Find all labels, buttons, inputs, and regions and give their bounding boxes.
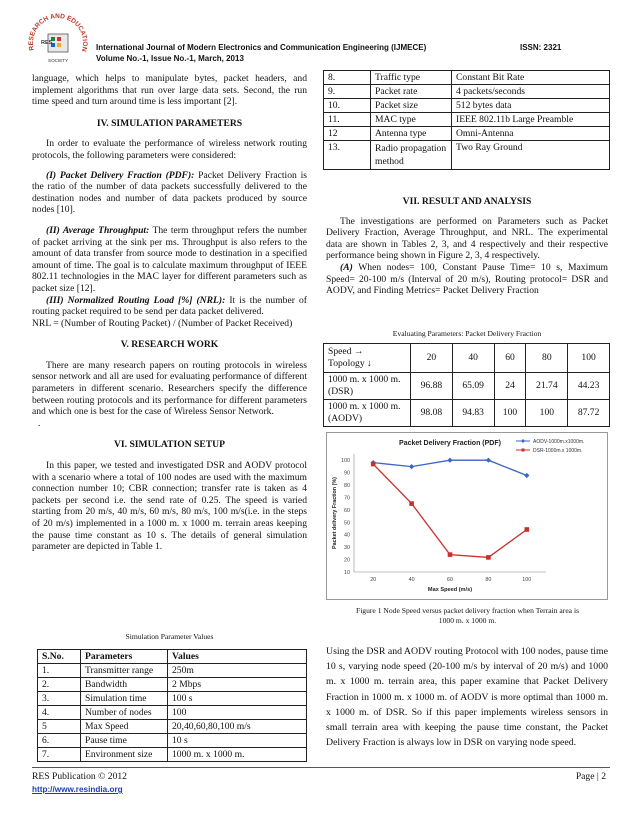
pdf-value: 100 xyxy=(526,400,568,427)
pdf-value: 65.09 xyxy=(452,373,494,400)
left-column xyxy=(32,73,307,553)
sim-table-part-2 xyxy=(323,70,610,170)
throughput-label: (II) Average Throughput: xyxy=(46,224,150,236)
figure-caption: Figure 1 Node Speed versus packet delivery fraction when Terrain area is 1000 m. x 1000 m. xyxy=(355,606,580,625)
throughput-definition xyxy=(32,225,307,295)
sim-table-cell: 250m xyxy=(168,664,307,678)
nrl-formula: NRL = (Number of Routing Packet) / (Number of Packet Received) xyxy=(32,317,293,329)
eval-row-aodv xyxy=(324,400,610,427)
logo-res: RES xyxy=(41,40,53,46)
sim-table-cell: IEEE 802.11b Large Preamble xyxy=(452,113,610,127)
section-6-paragraph: In this paper, we tested and investigated DSR and AODV protocol with a scenario where a total of 100 nodes are used with the maximum connection number 10; CBR connection; transfer rate is taken as 4 packets per second i.e. the send rate of 0.25. The speed is varied starting from 20 m/s, 40 m/s, 60 m/s, 80 m/s, 100 m/s(i.e. in the steps of 20 m/s) implemented in a 1000 m. x 1000 m. terrain areas keeping the pause time constant as 10 s. The details of general simulation parameter are depicted in Table 1. xyxy=(32,460,307,553)
sim-table-cell: 5 xyxy=(38,720,81,734)
x-tick-label: 100 xyxy=(522,577,532,583)
sim-table-row xyxy=(38,734,307,748)
sim-table-cell: MAC type xyxy=(371,113,452,127)
sim-table-cell: 9. xyxy=(324,85,371,99)
x-tick-label: 40 xyxy=(408,577,415,583)
sim-table-cell: 1. xyxy=(38,664,81,678)
sim-table-row xyxy=(38,678,307,692)
sim-table-cell: 11. xyxy=(324,113,371,127)
pdf-label: (I) Packet Delivery Fraction (PDF): xyxy=(46,169,195,181)
x-tick-label: 80 xyxy=(485,577,492,583)
y-tick-label: 90 xyxy=(344,470,350,477)
sim-table-cell: 1000 m. x 1000 m. xyxy=(168,748,307,762)
eval-table xyxy=(323,343,610,427)
volume-issue: Volume No.-1, Issue No.-1, March, 2013 xyxy=(96,54,244,63)
x-tick-label: 60 xyxy=(447,577,453,583)
sim-table-cell: 4 packets/seconds xyxy=(452,85,610,99)
pdf-line-chart xyxy=(326,432,608,600)
chart-frame xyxy=(327,433,608,600)
corner-cell xyxy=(324,344,411,373)
corner-top: Speed → xyxy=(328,346,364,357)
speed-header: 100 xyxy=(568,344,610,373)
y-tick-label: 30 xyxy=(344,545,350,552)
legend-label: AODV-1000m.x1000m. xyxy=(533,439,585,445)
speed-header: 80 xyxy=(526,344,568,373)
footer-url[interactable]: http://www.resindia.org xyxy=(32,785,123,794)
sim-table-header xyxy=(38,650,307,664)
sim-table-cell: 10. xyxy=(324,99,371,113)
dsr-point xyxy=(486,555,491,560)
sim-table-cell: Transmitter range xyxy=(81,664,168,678)
eval-table-header xyxy=(324,344,610,373)
journal-title: International Journal of Modern Electronics and Communication Engineering (IJMECE) xyxy=(96,43,427,52)
logo-society: SOCIETY xyxy=(48,58,69,63)
pdf-value: 98.08 xyxy=(411,400,453,427)
case-a-label: (A) xyxy=(340,261,353,273)
sim-table-row xyxy=(324,127,610,141)
sim-table-cell: Bandwidth xyxy=(81,678,168,692)
y-tick-label: 100 xyxy=(341,458,350,465)
sim-table-row xyxy=(38,692,307,706)
sim-table-part-1 xyxy=(37,649,307,762)
throughput-text: The term throughput refers the number of packet arriving at the sink per ms. Throughput is also refers to the amount of data transfer from source mode to destination in a specified amount of time. The goal is to calculate maximum throughput of IEEE 802.11 technologies in the MAC layer for different parameters such as packet size [12]. xyxy=(32,224,307,294)
sim-table-cell: 7. xyxy=(38,748,81,762)
issn: ISSN: 2321 xyxy=(520,43,562,52)
y-axis-label: Packet delivery Fraction (%) xyxy=(332,477,338,549)
sim-table-cell: 2 Mbps xyxy=(168,678,307,692)
y-tick-label: 10 xyxy=(344,570,350,576)
y-tick-label: 50 xyxy=(344,520,350,527)
sim-table-cell: 13. xyxy=(324,141,371,170)
sim-table-cell: 512 bytes data xyxy=(452,99,610,113)
topology-label: 1000 m. x 1000 m. (DSR) xyxy=(324,373,411,400)
sim-table-row xyxy=(324,85,610,99)
sim-table-cell: Number of nodes xyxy=(81,706,168,720)
sim-table-cell: 12 xyxy=(324,127,371,141)
sim-table-row xyxy=(38,720,307,734)
dsr-point xyxy=(371,462,376,467)
sim-table-row xyxy=(324,99,610,113)
sim-table-cell: Environment size xyxy=(81,748,168,762)
sim-table-cell: 3. xyxy=(38,692,81,706)
sim-table-row xyxy=(324,113,610,127)
header-cell: Parameters xyxy=(81,650,168,664)
corner-bottom: Topology ↓ xyxy=(328,358,372,369)
section-4-paragraph: In order to evaluate the performance of wireless network routing protocols, the following parameters were considered: xyxy=(32,138,307,161)
speed-header: 60 xyxy=(494,344,526,373)
pdf-value: 44.23 xyxy=(568,373,610,400)
y-tick-label: 70 xyxy=(344,495,350,502)
sim-table-cell: 10 s xyxy=(168,734,307,748)
footer-rule xyxy=(32,767,610,768)
section-7-paragraph: The investigations are performed on Parameters such as Packet Delivery Fraction, Average Throughput, and NRL. The experimental data are shown in Tables 2, 3, and 4 respectively and their respective performance being shown in Figure 2, 3, 4 respectively. xyxy=(326,215,608,262)
header-cell: S.No. xyxy=(38,650,81,664)
sim-table-cell: 2. xyxy=(38,678,81,692)
eval-row-dsr xyxy=(324,373,610,400)
speed-header: 20 xyxy=(411,344,453,373)
final-paragraph: Using the DSR and AODV routing Protocol with 100 nodes, pause time 10 s, varying node speed (20-100 m/s by interval of 20 m/s) and 1000 m. x 1000 m. terrain area, this paper examine that Packet Delivery Fraction in 1000 m. x 1000 m. of AODV is more optimal than 1000 m. x 1000 m. of DSR. So if this paper implements wireless sensors in small terrain area with keeping the pause time constant, the Packet Delivery Fraction is always low in DSR on varying node speed. xyxy=(326,646,608,749)
case-a-paragraph xyxy=(326,262,608,297)
stray-dot: . xyxy=(38,417,41,429)
sim-table-cell: 100 s xyxy=(168,692,307,706)
pdf-definition xyxy=(32,170,307,216)
sim-table-cell: Packet size xyxy=(371,99,452,113)
y-tick-label: 20 xyxy=(344,557,350,564)
sim-table-cell: Constant Bit Rate xyxy=(452,71,610,85)
sim-table-cell: Antenna type xyxy=(371,127,452,141)
topology-label: 1000 m. x 1000 m. (AODV) xyxy=(324,400,411,427)
sim-table-cell: Omni-Antenna xyxy=(452,127,610,141)
sim-table-cell: 8. xyxy=(324,71,371,85)
sim-table-cell: Simulation time xyxy=(81,692,168,706)
sim-table-row xyxy=(38,664,307,678)
section-4-title: IV. SIMULATION PARAMETERS xyxy=(96,117,243,129)
legend-label: DSR-1000m.x 1000m. xyxy=(533,448,583,454)
y-tick-label: 60 xyxy=(344,507,350,514)
sim-table-cell: 6. xyxy=(38,734,81,748)
section-5-paragraph: There are many research papers on routing protocols in wireless sensor network and all are used for evaluating performance of different parameters in different scenario. Researchers specify the difference between routing protocols and its performance for different parameters and which one is best for the case of Wireless Sensor Network. xyxy=(32,359,307,418)
pdf-value: 87.72 xyxy=(568,400,610,427)
sim-table-row xyxy=(324,141,610,170)
pdf-value: 21.74 xyxy=(526,373,568,400)
sim-table-row xyxy=(38,706,307,720)
nrl-text: It is the number of routing packet required to be send per data packet delivered. xyxy=(32,294,307,318)
pdf-value: 24 xyxy=(494,373,526,400)
sim-table-cell: Two Ray Ground xyxy=(452,141,610,170)
section-5-title: V. RESEARCH WORK xyxy=(120,339,219,351)
logo-arc-text: RESEARCH AND EDUCATION xyxy=(27,12,89,53)
header-cell: Values xyxy=(168,650,307,664)
section-6-title: VI. SIMULATION SETUP xyxy=(114,439,225,451)
y-tick-label: 80 xyxy=(344,483,350,490)
legend-marker xyxy=(522,449,525,452)
sim-table-cell: 4. xyxy=(38,706,81,720)
dsr-point xyxy=(525,527,530,532)
page-number: Page | 2 xyxy=(575,771,606,782)
dsr-point xyxy=(448,552,453,557)
sim-table-cell: Radio propagation method xyxy=(371,141,452,170)
sim-table-caption: Simulation Parameter Values xyxy=(125,632,214,641)
nrl-label: (III) Normalized Routing Load [%] (NRL): xyxy=(46,294,226,306)
journal-logo xyxy=(26,10,90,72)
nrl-definition xyxy=(32,295,307,318)
intro-paragraph: language, which helps to manipulate bytes, packet headers, and implement algorithms that run over large data sets. Second, the run time speed and turn around time is less important [2]. xyxy=(32,73,307,108)
sim-table-cell: Packet rate xyxy=(371,85,452,99)
sim-table-cell: 100 xyxy=(168,706,307,720)
right-column xyxy=(326,196,608,297)
footer-publisher: RES Publication © 2012 xyxy=(32,771,127,782)
dsr-point xyxy=(409,501,414,506)
eval-table-caption: Evaluating Parameters: Packet Delivery Fraction xyxy=(392,329,542,338)
case-a-text: When nodes= 100, Constant Pause Time= 10 s, Maximum Speed= 20-100 m/s (Interval of 20 m/s), Routing protocol= DSR and AODV, and Finding Metrics= Packet Delivery Fraction xyxy=(326,261,608,297)
sim-table-row xyxy=(324,71,610,85)
sim-table-cell: Traffic type xyxy=(371,71,452,85)
chart-title: Packet Delivery Fraction (PDF) xyxy=(399,440,501,447)
sim-table-cell: Max Speed xyxy=(81,720,168,734)
y-tick-label: 40 xyxy=(344,532,350,539)
pdf-text: Packet Delivery Fraction is the ratio of the number of data packets successfully delivered to the destination nodes and number of data packets produced by source nodes [10]. xyxy=(32,169,307,216)
x-axis-label: Max Speed (m/s) xyxy=(427,587,473,593)
pdf-value: 96.88 xyxy=(411,373,453,400)
speed-header: 40 xyxy=(452,344,494,373)
x-tick-label: 20 xyxy=(370,577,377,583)
sim-table-row xyxy=(38,748,307,762)
pdf-value: 100 xyxy=(494,400,526,427)
section-7-title: VII. RESULT AND ANALYSIS xyxy=(402,196,532,207)
pdf-value: 94.83 xyxy=(452,400,494,427)
sim-table-cell: Pause time xyxy=(81,734,168,748)
sim-table-cell: 20,40,60,80,100 m/s xyxy=(168,720,307,734)
